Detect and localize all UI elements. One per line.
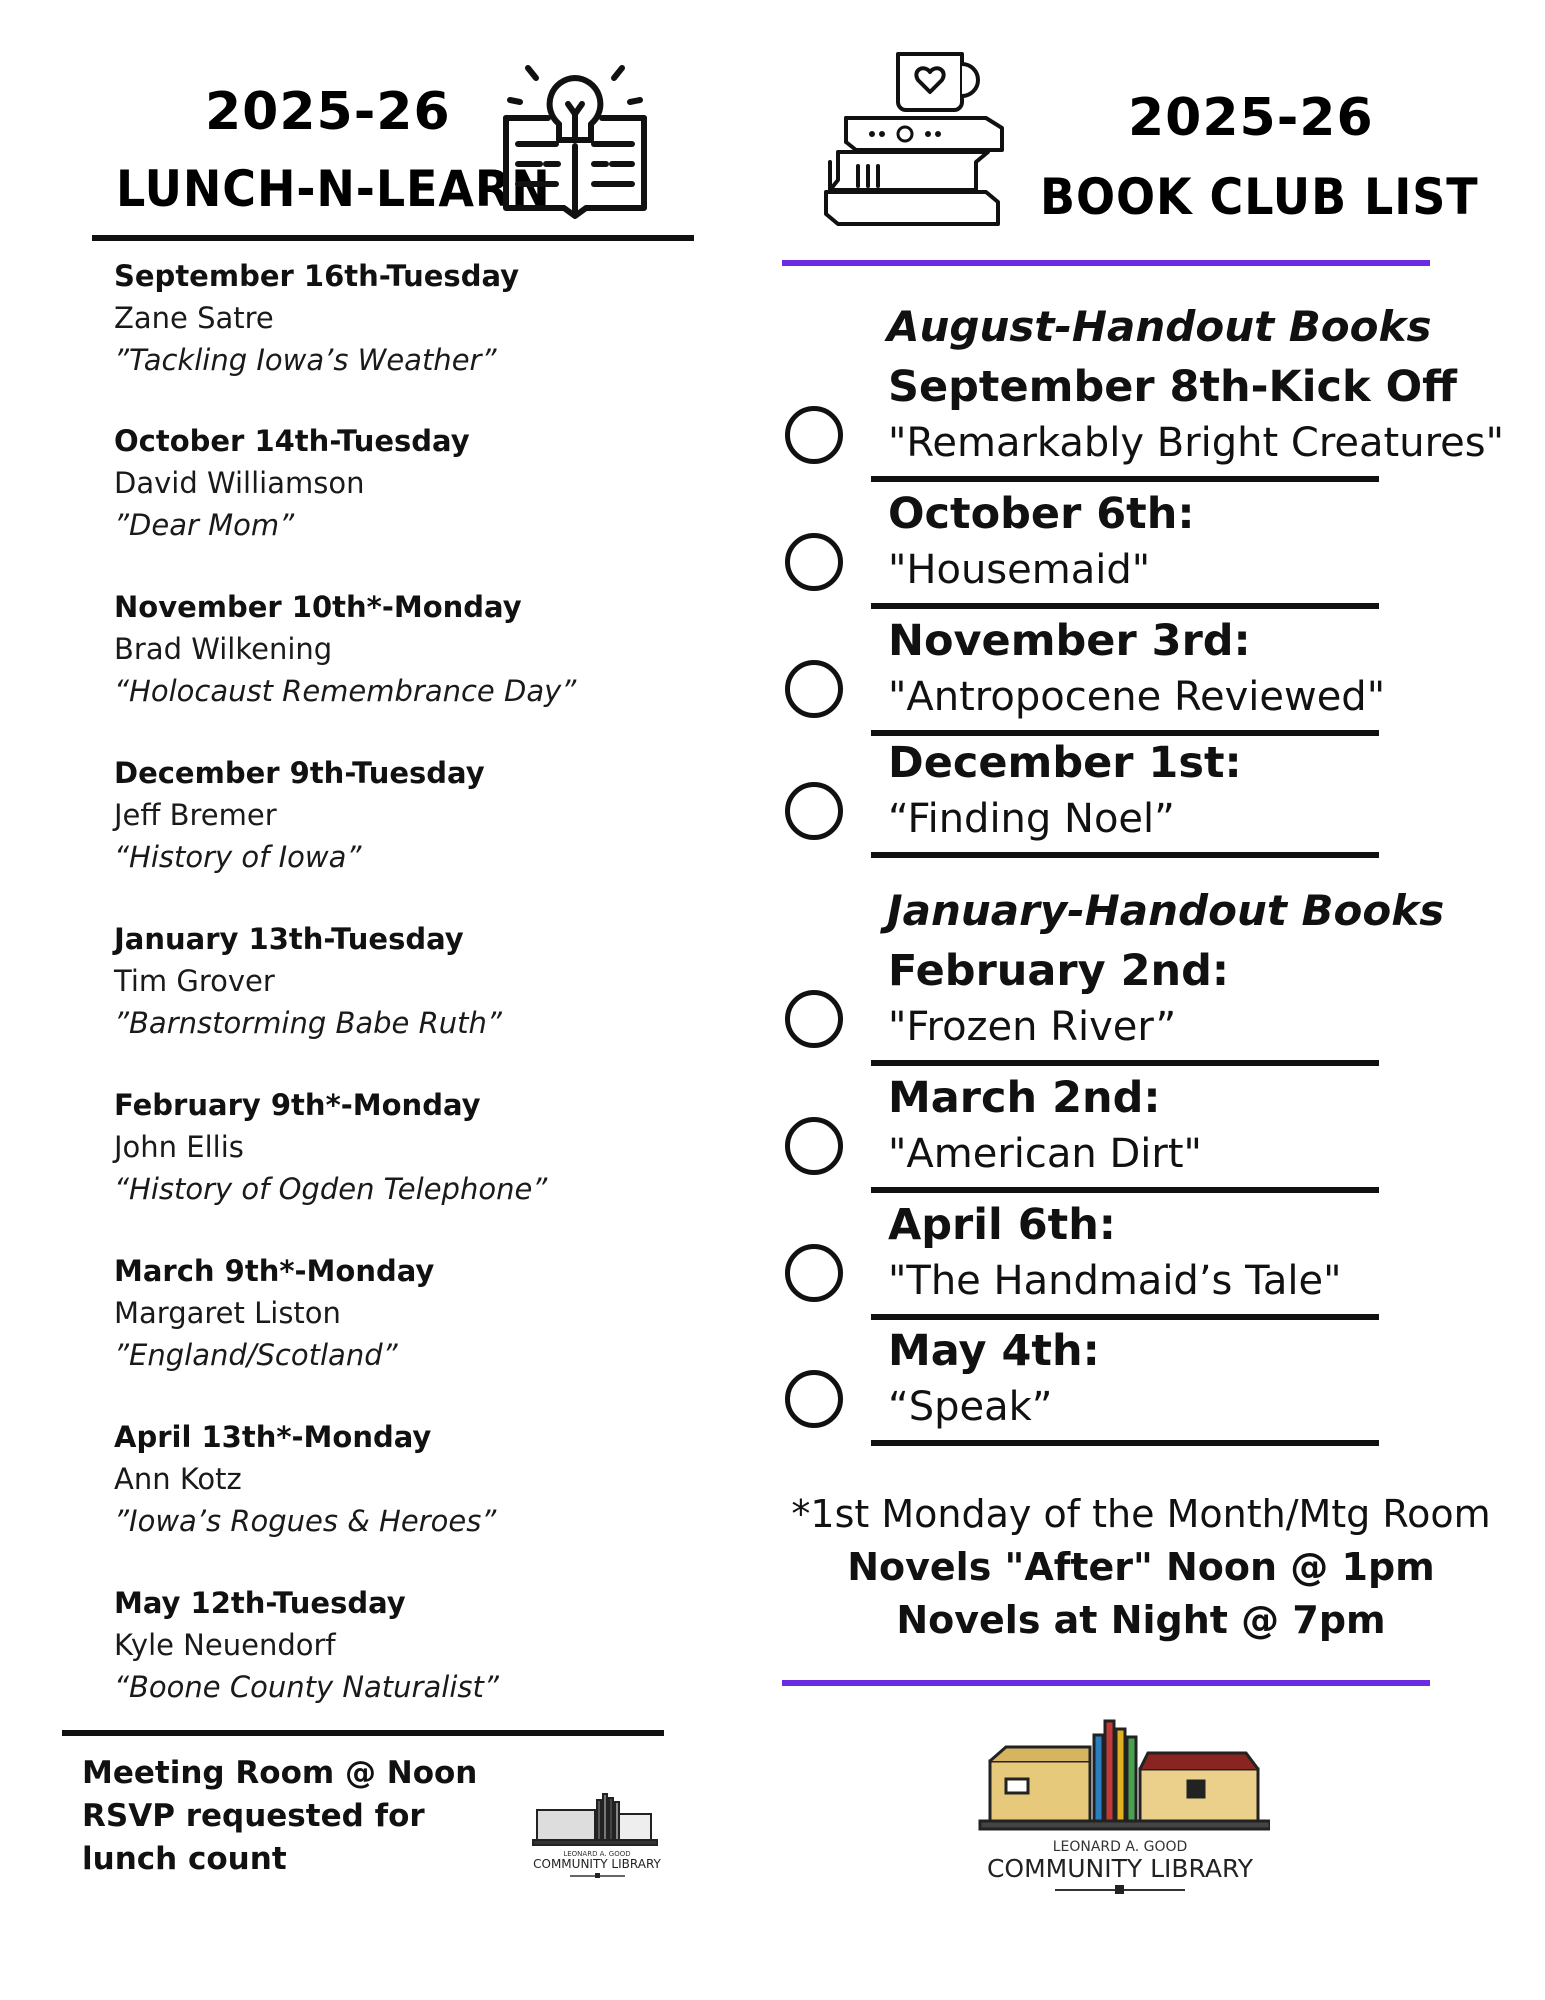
lunch-event	[114, 1250, 674, 1376]
checkbox-circle[interactable]	[785, 1370, 843, 1428]
meeting-location: Meeting Room @ Noon	[82, 1755, 478, 1791]
evening-session: Novels at Night @ 7pm	[896, 1598, 1386, 1642]
lunch-event	[114, 1084, 674, 1210]
event-speaker: Zane Satre	[114, 301, 274, 335]
checkbox-circle[interactable]	[785, 660, 843, 718]
book-underline	[871, 603, 1379, 609]
lunch-event	[114, 1416, 674, 1542]
book-item	[785, 362, 1504, 480]
event-speaker: Brad Wilkening	[114, 632, 333, 666]
book-date: April 6th:	[888, 1200, 1116, 1250]
book-item	[785, 946, 1485, 1064]
section-heading-january: January-Handout Books	[887, 886, 1445, 935]
book-underline	[871, 730, 1379, 736]
checkbox-circle[interactable]	[785, 990, 843, 1048]
book-date: November 3rd:	[888, 616, 1251, 666]
event-speaker: David Williamson	[114, 466, 365, 500]
event-speaker: Kyle Neuendorf	[114, 1628, 336, 1662]
event-date: October 14th-Tuesday	[114, 424, 470, 458]
event-topic: ”Barnstorming Babe Ruth”	[114, 1006, 502, 1040]
book-underline	[871, 852, 1379, 858]
event-topic: ”England/Scotland”	[114, 1338, 398, 1372]
event-speaker: Margaret Liston	[114, 1296, 341, 1330]
book-item	[785, 1200, 1485, 1318]
meeting-info	[82, 1752, 502, 1881]
lunch-n-learn-footer-divider	[62, 1730, 664, 1736]
book-underline	[871, 1314, 1379, 1320]
book-date: May 4th:	[888, 1326, 1100, 1376]
section-heading-august: August-Handout Books	[887, 302, 1432, 351]
event-speaker: John Ellis	[114, 1130, 244, 1164]
lunch-event	[114, 1582, 674, 1708]
library-logo	[960, 1715, 1270, 1895]
event-date: May 12th-Tuesday	[114, 1586, 406, 1620]
afternoon-session: Novels "After" Noon @ 1pm	[847, 1545, 1435, 1589]
book-club-year: 2025-26	[1128, 88, 1374, 148]
event-date: September 16th-Tuesday	[114, 259, 520, 293]
book-title: “Finding Noel”	[888, 796, 1175, 842]
book-item	[785, 738, 1485, 856]
book-club-notes	[782, 1488, 1500, 1647]
book-title: “Speak”	[888, 1384, 1053, 1430]
book-item	[785, 1326, 1485, 1444]
book-date: December 1st:	[888, 738, 1242, 788]
lunch-n-learn-year: 2025-26	[205, 82, 451, 142]
book-title: "Antropocene Reviewed"	[888, 674, 1386, 720]
book-club-footer-divider	[782, 1680, 1430, 1686]
logo-line1: LEONARD A. GOOD	[1052, 1839, 1188, 1855]
book-date: September 8th-Kick Off	[888, 362, 1457, 412]
event-speaker: Ann Kotz	[114, 1462, 242, 1496]
book-underline	[871, 1060, 1379, 1066]
event-date: January 13th-Tuesday	[114, 922, 464, 956]
lunch-event	[114, 255, 674, 381]
book-item	[785, 1073, 1485, 1191]
event-topic: ”Tackling Iowa’s Weather”	[114, 343, 497, 377]
book-title: "Remarkably Bright Creatures"	[888, 420, 1504, 466]
logo-line2: COMMUNITY LIBRARY	[986, 1854, 1254, 1883]
event-speaker: Jeff Bremer	[114, 798, 277, 832]
event-topic: “Holocaust Remembrance Day”	[114, 674, 577, 708]
checkbox-circle[interactable]	[785, 406, 843, 464]
book-title: "Frozen River”	[888, 1004, 1177, 1050]
book-item	[785, 616, 1485, 734]
event-speaker: Tim Grover	[114, 964, 275, 998]
checkbox-circle[interactable]	[785, 533, 843, 591]
rsvp-note: RSVP requested for lunch count	[82, 1798, 425, 1877]
lunch-event	[114, 752, 674, 878]
book-club-title: BOOK CLUB LIST	[1040, 168, 1479, 226]
event-topic: “History of Ogden Telephone”	[114, 1172, 548, 1206]
lunch-event	[114, 420, 674, 546]
checkbox-circle[interactable]	[785, 1244, 843, 1302]
event-topic: ”Iowa’s Rogues & Heroes”	[114, 1504, 497, 1538]
event-date: November 10th*-Monday	[114, 590, 522, 624]
book-title: "American Dirt"	[888, 1131, 1202, 1177]
lightbulb-book-icon	[500, 60, 650, 220]
meeting-schedule-note: *1st Monday of the Month/Mtg Room	[791, 1492, 1491, 1536]
checkbox-circle[interactable]	[785, 782, 843, 840]
lunch-n-learn-title: LUNCH-N-LEARN	[116, 160, 551, 218]
lunch-event	[114, 586, 674, 712]
checkbox-circle[interactable]	[785, 1117, 843, 1175]
lunch-n-learn-header-divider	[92, 235, 694, 241]
lunch-event	[114, 918, 674, 1044]
event-date: April 13th*-Monday	[114, 1420, 432, 1454]
book-date: October 6th:	[888, 489, 1195, 539]
event-topic: “Boone County Naturalist”	[114, 1670, 499, 1704]
event-date: February 9th*-Monday	[114, 1088, 481, 1122]
small-logo-line2: COMMUNITY LIBRARY	[533, 1857, 661, 1871]
event-date: December 9th-Tuesday	[114, 756, 485, 790]
event-date: March 9th*-Monday	[114, 1254, 435, 1288]
event-topic: “History of Iowa”	[114, 840, 362, 874]
book-club-header-divider	[782, 260, 1430, 266]
book-underline	[871, 1187, 1379, 1193]
book-date: March 2nd:	[888, 1073, 1161, 1123]
library-logo-small	[515, 1780, 680, 1880]
event-topic: ”Dear Mom”	[114, 508, 295, 542]
small-logo-line1: LEONARD A. GOOD	[563, 1850, 631, 1858]
book-date: February 2nd:	[888, 946, 1230, 996]
book-item	[785, 489, 1485, 607]
book-title: "The Handmaid’s Tale"	[888, 1258, 1342, 1304]
book-title: "Housemaid"	[888, 547, 1151, 593]
book-underline	[871, 476, 1379, 482]
books-and-mug-icon	[818, 48, 1008, 233]
book-underline	[871, 1440, 1379, 1446]
